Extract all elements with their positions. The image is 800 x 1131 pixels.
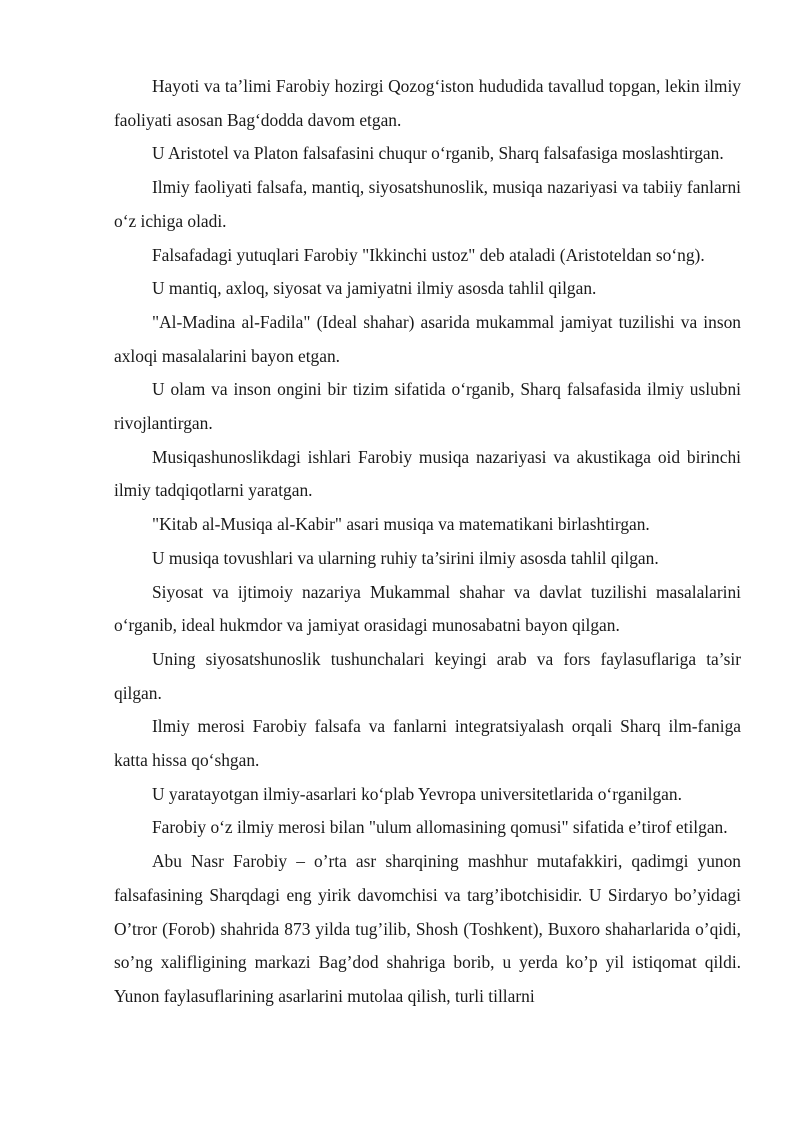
paragraph: Uning siyosatshunoslik tushunchalari keyingi arab va fors faylasuflariga ta’sir qilgan.	[114, 648, 741, 703]
paragraph: Abu Nasr Farobiy – o’rta asr sharqining mashhur mutafakkiri, qadimgi yunon falsafasining Sharqdagi eng yirik davomchisi va targ’ibotchisidir. U Sirdaryo bo’yidagi O’tror (Forob) shahrida 873 yilda tug’ilib, Shosh (Toshkent), Buxoro shaharlarida o’qidi, so’ng xalifligining markazi Bag’dod shahriga borib, u yerda ko’p yil istiqomat qildi. Yunon faylasuflarining asarlarini mutolaa qilish, turli tillarni	[114, 851, 741, 1006]
paragraph: U musiqa tovushlari va ularning ruhiy ta’sirini ilmiy asosda tahlil qilgan.	[152, 547, 659, 568]
paragraph: Siyosat va ijtimoiy nazariya Mukammal shahar va davlat tuzilishi masalalarini o‘rganib, ideal hukmdor va jamiyat orasidagi munosabatni bayon qilgan.	[114, 581, 741, 636]
paragraph: U mantiq, axloq, siyosat va jamiyatni ilmiy asosda tahlil qilgan.	[152, 278, 597, 299]
paragraph: U yaratayotgan ilmiy-asarlari ko‘plab Yevropa universitetlarida o‘rganilgan.	[152, 783, 682, 804]
paragraph: Ilmiy faoliyati falsafa, mantiq, siyosatshunoslik, musiqa nazariyasi va tabiiy fanlarni o‘z ichiga oladi.	[114, 177, 741, 231]
document-page	[114, 70, 741, 1014]
paragraph: U Aristotel va Platon falsafasini chuqur o‘rganib, Sharq falsafasiga moslashtirgan.	[152, 143, 724, 164]
paragraph: Ilmiy merosi Farobiy falsafa va fanlarni integratsiyalash orqali Sharq ilm-faniga katta hissa qo‘shgan.	[114, 716, 741, 771]
paragraph: U olam va inson ongini bir tizim sifatida o‘rganib, Sharq falsafasida ilmiy uslubni rivojlantirgan.	[114, 379, 741, 434]
paragraph: Falsafadagi yutuqlari Farobiy "Ikkinchi ustoz" deb ataladi (Aristoteldan so‘ng).	[152, 244, 705, 265]
paragraph: Hayoti va ta’limi Farobiy hozirgi Qozog‘iston hududida tavallud topgan, lekin ilmiy faoliyati asosan Bag‘dodda davom etgan.	[114, 76, 741, 130]
paragraph: "Al-Madina al-Fadila" (Ideal shahar) asarida mukammal jamiyat tuzilishi va inson axloqi masalalarini bayon etgan.	[114, 311, 741, 366]
paragraph: "Kitab al-Musiqa al-Kabir" asari musiqa va matematikani birlashtirgan.	[152, 514, 650, 535]
paragraph: Musiqashunoslikdagi ishlari Farobiy musiqa nazariyasi va akustikaga oid birinchi ilmiy tadqiqotlarni yaratgan.	[114, 446, 741, 501]
paragraph: Farobiy o‘z ilmiy merosi bilan "ulum allomasining qomusi" sifatida e’tirof etilgan.	[152, 817, 728, 838]
